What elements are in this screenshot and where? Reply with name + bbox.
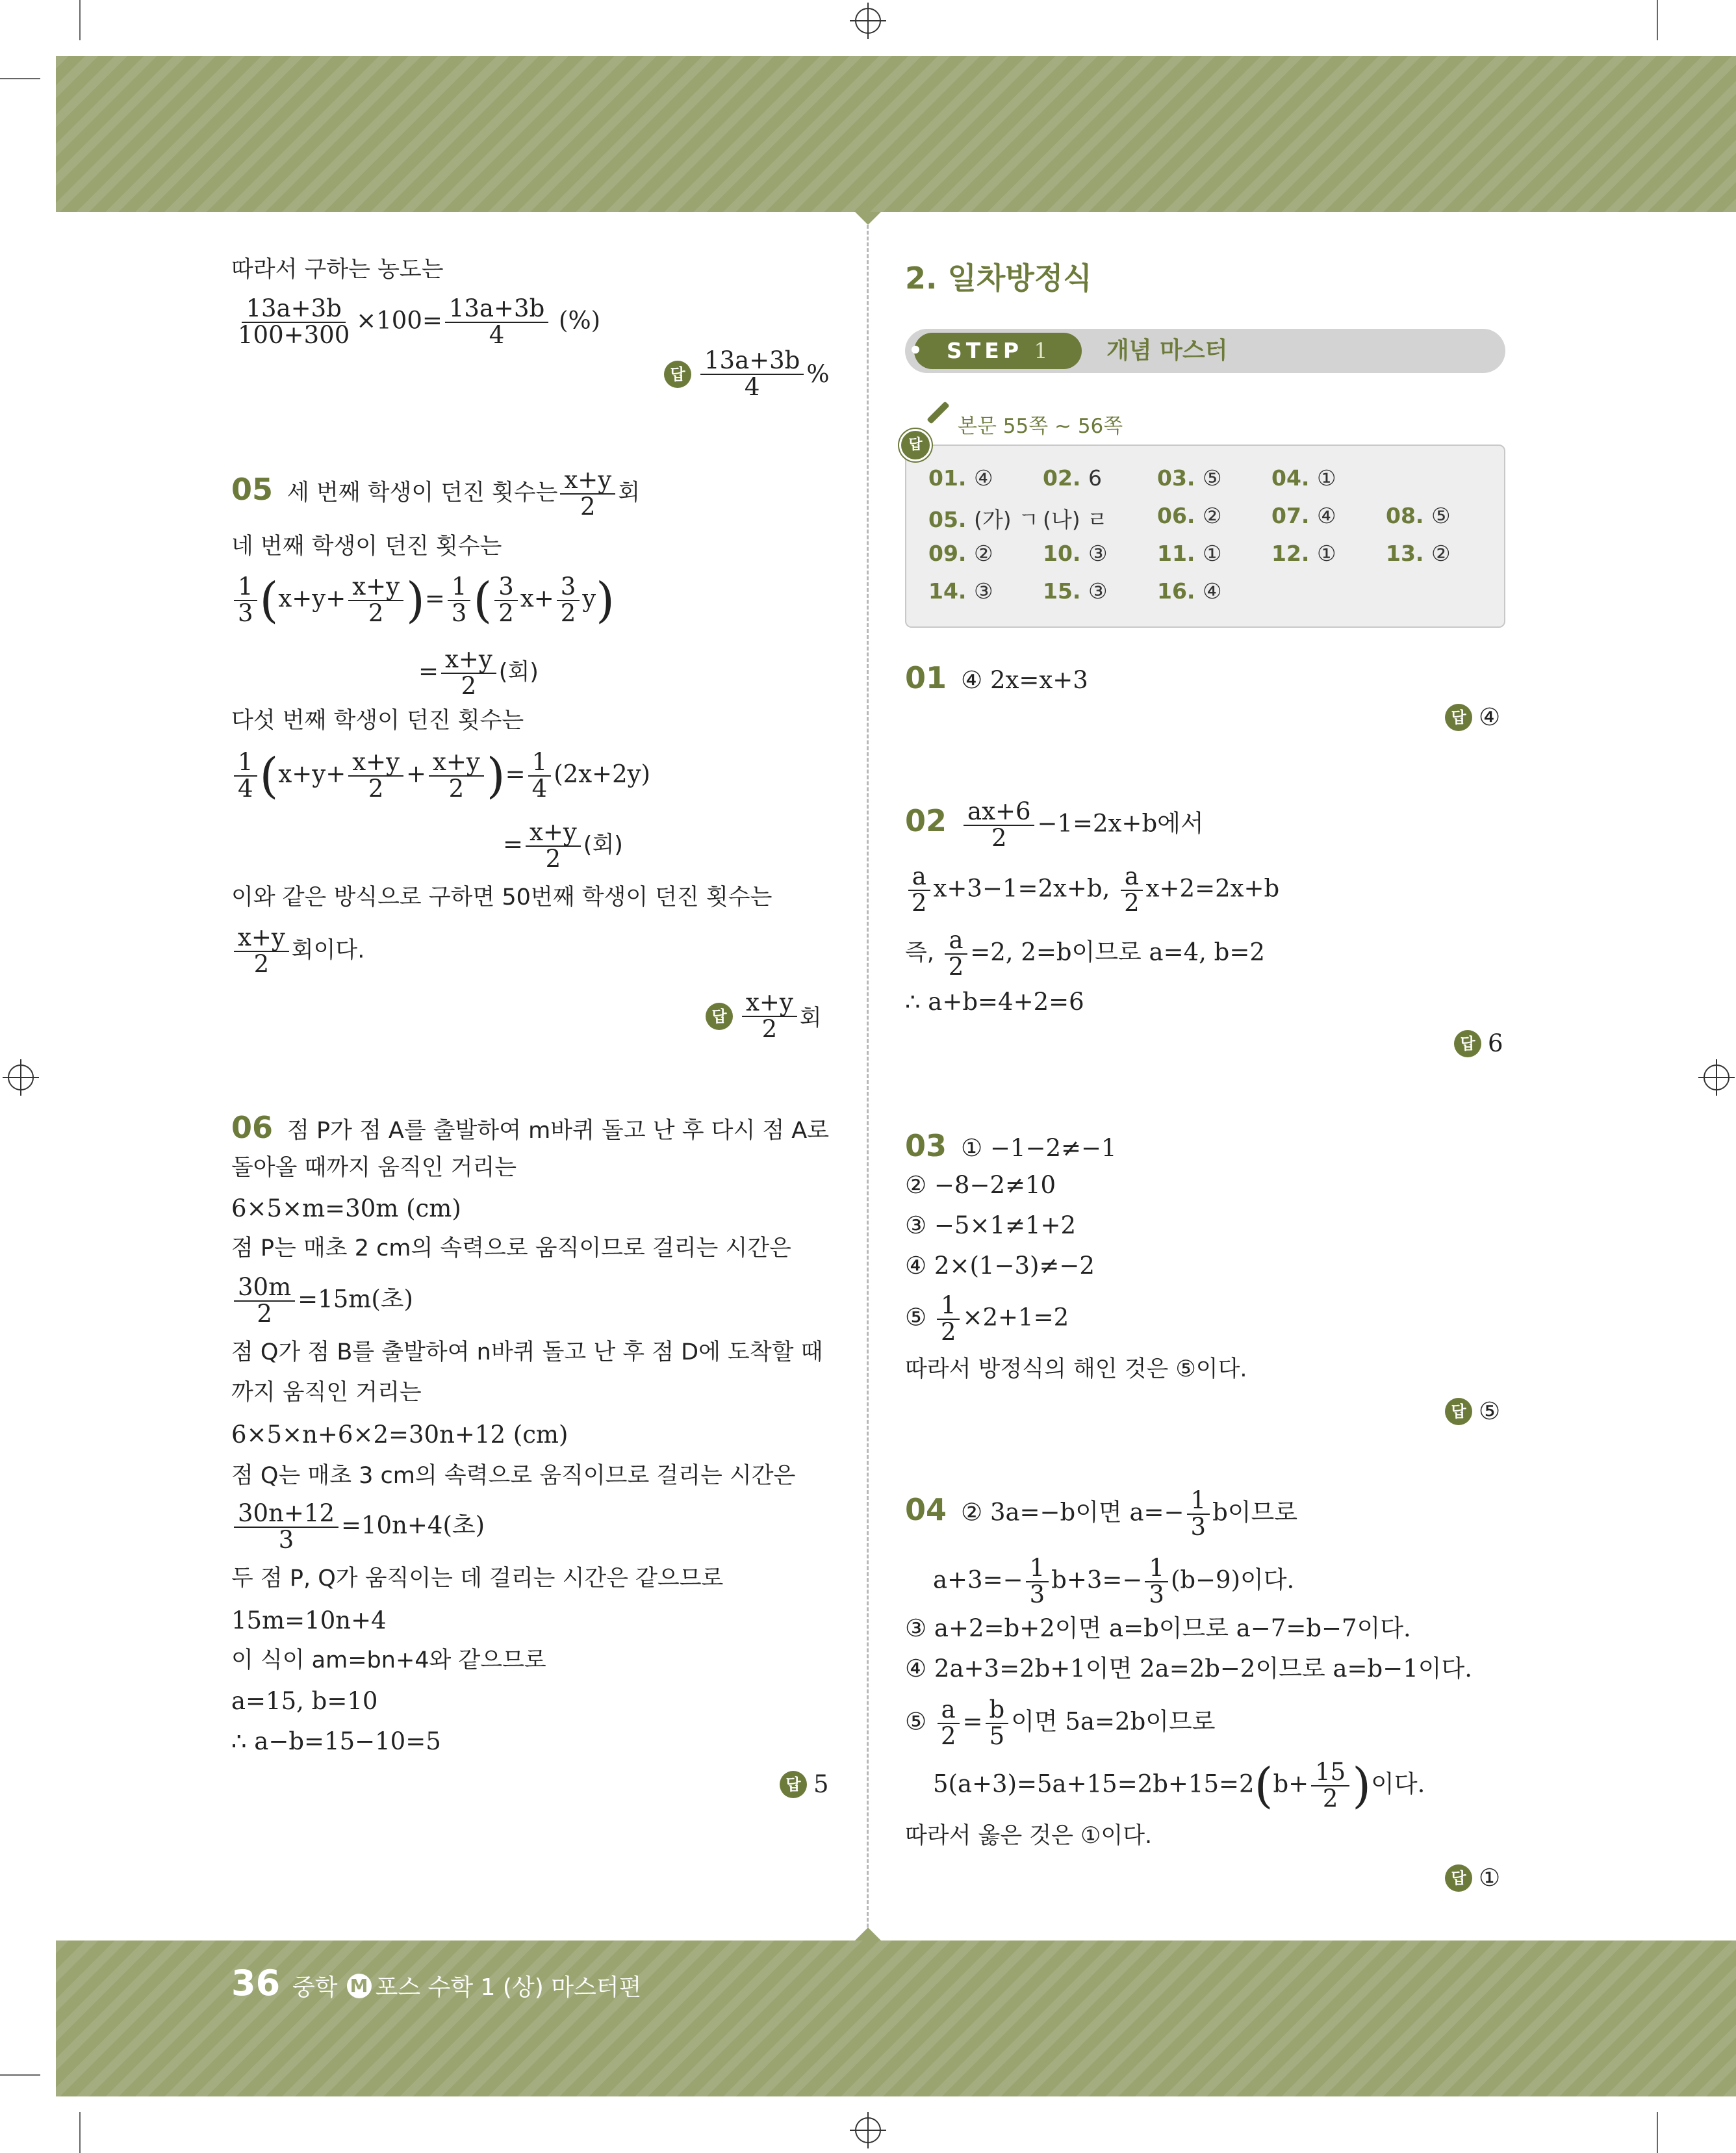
text-line: 돌아올 때까지 움직인 거리는 [231,1155,517,1181]
text-line: 점 P는 매초 2 cm의 속력으로 움직이므로 걸리는 시간은 [231,1235,791,1261]
text-line: 두 점 P, Q가 움직이는 데 걸리는 시간은 같으므로 [231,1566,724,1592]
question-number: 02 [905,803,947,839]
column-divider [867,225,869,1927]
page-number: 36 [231,1963,281,2004]
question-03: 03 ① −1−2≠−1 [905,1128,1117,1163]
pencil-icon [926,401,949,424]
header-notch [855,212,881,225]
math-line: ∴ a−b=15−10=5 [231,1727,441,1755]
question-02: 02 $\frac{ax+6}{2}$ −1=2x+b에서 [905,797,1204,852]
question-number: 03 [905,1128,947,1163]
math-line: $\frac{13a+3b}{100+300}$ ×100= $\frac{13a+3b}{4}$ (%) [231,296,600,348]
question-number: 06 [231,1110,274,1145]
math-line: $\frac{30n+12}{3}$ =10n+4(초) [231,1501,485,1553]
source-pages: 본문 55쪽 ~ 56쪽 [958,415,1123,438]
math-line: ④ 2a+3=2b+1이면 2a=2b−2이므로 a=b−1이다. [905,1655,1472,1682]
question-number: 01 [905,660,947,695]
text-line: 따라서 구하는 농도는 [231,257,444,283]
math-line: ④ 2×(1−3)≠−2 [905,1252,1095,1280]
text-line: 이와 같은 방식으로 구하면 50번째 학생이 던진 횟수는 [231,884,772,910]
crop-mark [1657,0,1658,40]
section-title: 2. 일차방정식 [905,261,1092,296]
question-number: 05 [231,472,274,508]
registration-mark-icon [1704,1064,1730,1090]
math-line: a+3=− $\frac{1}{3}$ b+3=− $\frac{1}{3}$ (b−9)이다. [933,1554,1295,1608]
answer-badge: 답 [1445,1864,1472,1892]
math-line: ② −8−2≠10 [905,1171,1056,1199]
step-banner [905,329,1505,373]
step-pill: STEP 1 [914,333,1082,369]
question-01: 01 ④ 2x=x+3 [905,660,1088,695]
text-line: 이 식이 am=bn+4와 같으므로 [231,1647,546,1673]
answer: 답 ④ [1445,703,1500,731]
math-line: $\frac{x+y}{2}$ 회이다. [231,925,364,977]
math-line: a=15, b=10 [231,1687,378,1715]
question-number: 04 [905,1492,947,1528]
math-line: ∴ a+b=4+2=6 [905,988,1084,1016]
answer-badge: 답 [1454,1030,1481,1057]
math-line: 15m=10n+4 [231,1606,387,1634]
text-line: 따라서 방정식의 해인 것은 ⑤이다. [905,1356,1247,1382]
math-line: $\frac{1}{4}$ (x+y+ $\frac{x+y}{2}$ + $\frac{x+y}{2}$ )= $\frac{1}{4}$ (2x+2y) [231,750,650,802]
registration-mark-icon [8,1064,34,1090]
answer-badge: 답 [1445,1398,1472,1425]
math-line: $\frac{30m}{2}$ =15m(초) [231,1275,413,1327]
registration-mark-icon [855,8,881,34]
text-line: 다섯 번째 학생이 던진 횟수는 [231,708,524,734]
answer: 답 6 [1454,1029,1503,1057]
answer-badge: 답 [780,1771,807,1798]
math-line: $\frac{1}{3}$ (x+y+ $\frac{x+y}{2}$ )= $\frac{1}{3}$ ( $\frac{3}{2}$ x+ $\frac{3}{2}$ y) [231,574,615,626]
crop-mark [79,0,81,40]
math-line: ③ −5×1≠1+2 [905,1211,1077,1239]
text-line: 따라서 옳은 것은 ①이다. [905,1823,1153,1849]
answer-badge: 답 [899,429,932,461]
answer-badge: 답 [664,361,691,388]
math-line: = $\frac{x+y}{2}$ (회) [503,818,623,873]
math-line: = $\frac{x+y}{2}$ (회) [418,645,539,700]
crop-mark [0,78,40,79]
question-06: 06 점 P가 점 A를 출발하여 m바퀴 돌고 난 후 다시 점 A로 [231,1110,830,1145]
header-band [56,56,1736,212]
step-dot [912,346,919,354]
crop-mark [1657,2112,1658,2153]
answer: 답 5 [780,1770,829,1798]
answer-badge: 답 [1445,704,1472,731]
math-line: 6×5×m=30m (cm) [231,1194,461,1222]
footer-notch [855,1927,881,1940]
fraction: $\frac{13a+3b}{100+300}$ [238,294,350,349]
text-line: 점 Q가 점 B를 출발하여 n바퀴 돌고 난 후 점 D에 도착할 때 [231,1339,823,1365]
step-label: 개념 마스터 [1106,337,1228,364]
answer: 답 ⑤ [1445,1397,1500,1425]
answer: 답 $\frac{13a+3b}{4}$ % [664,348,830,400]
text-line: 점 Q는 매초 3 cm의 속력으로 움직이므로 걸리는 시간은 [231,1463,796,1489]
m-logo-icon: M [347,1974,372,1998]
question-04: 04 ② 3a=−b이면 a=− $\frac{1}{3}$ b이므로 [905,1486,1298,1541]
text-line: 네 번째 학생이 던진 횟수는 [231,534,502,560]
answer-badge: 답 [706,1003,733,1030]
math-line: 즉, $\frac{a}{2}$ =2, 2=b이므로 a=4, b=2 [905,926,1265,981]
math-line: 5(a+3)=5a+15=2b+15=2(b+ $\frac{15}{2}$ )이다. [933,1757,1425,1814]
registration-mark-icon [855,2117,881,2143]
fraction: $\frac{13a+3b}{4}$ [445,296,548,348]
question-05: 05 세 번째 학생이 던진 횟수는 $\frac{x+y}{2}$ 회 [231,466,641,521]
answer: 답 $\frac{x+y}{2}$ 회 [706,990,822,1042]
answer-grid: 01. ④ 02. 6 03. ⑤ 04. ① 05. (가) ㄱ (나) ㄹ 06. ② 07. ④ 08. ⑤ 09. ② 10. ③ 11. ① 12. ① 13. ② 14. ③ 15. ③ 16. ④ [905,445,1505,628]
math-line: ③ a+2=b+2이면 a=b이므로 a−7=b−7이다. [905,1614,1411,1642]
crop-mark [79,2112,81,2153]
book-title: 중학 M 포스 수학 1 (상) 마스터편 [292,1974,642,2001]
crop-mark [0,2074,40,2076]
math-line: ⑤ $\frac{a}{2}$ = $\frac{b}{5}$ 이면 5a=2b이므로 [905,1695,1216,1750]
math-line: 6×5×n+6×2=30n+12 (cm) [231,1421,568,1449]
footer-band [56,1940,1736,2096]
text-line: 까지 움직인 거리는 [231,1380,422,1406]
answer: 답 ① [1445,1864,1500,1892]
math-line: $\frac{a}{2}$ x+3−1=2x+b, $\frac{a}{2}$ x+2=2x+b [905,864,1279,916]
math-line: ⑤ $\frac{1}{2}$ ×2+1=2 [905,1291,1069,1346]
